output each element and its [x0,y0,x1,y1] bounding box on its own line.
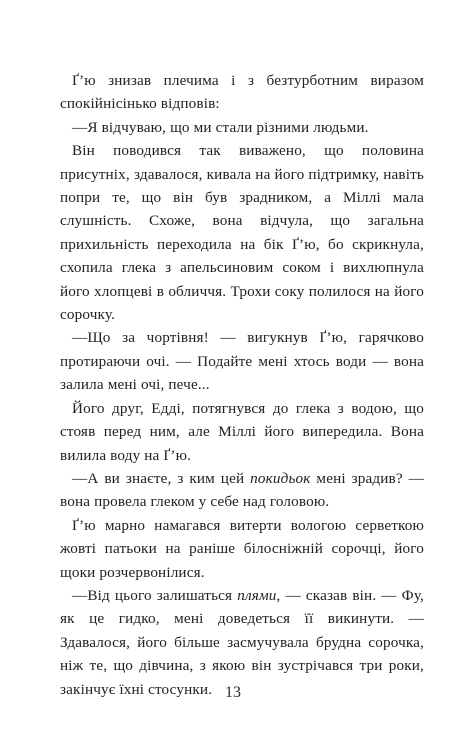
body-text [60,69,424,701]
paragraph: Ґ’ю марно намагався витерти вологою серветкою жовті патьоки на раніше білосніжній сорочці, його щоки розчервонілися. [60,516,424,581]
paragraph: Ґ’ю знизав плечима і з безтурботним виразом спокійнісінько відповів: [60,72,424,113]
paragraph: —Що за чортівня! — вигукнув Ґ’ю, гарячково протираючи очі. — Подайте мені хтось води — вона залила мені очі, пече... [60,329,424,394]
paragraph: Його друг, Едді, потягнувся до глека з водою, що стояв перед ним, але Міллі його випередила. Вона вилила воду на Ґ’ю. [60,399,424,464]
italic-word: плями [237,586,277,604]
paragraph: —Я відчуваю, що ми стали різними людьми. [72,118,369,136]
page-number: 13 [225,684,241,701]
paragraph: —А ви знаєте, з ким цей покидьок мені зрадив? — вона провела глеком у себе над головою. [60,469,424,511]
paragraph: —Від цього залишаться плями, — сказав він. — Фу, як це гидко, мені доведеться її викинути. — Здавалося, його більше засмучувала брудна сорочка, ніж те, що дівчина, з якою він зустрічався три роки, закінчує їхні стосунки. [60,586,424,698]
italic-word: покидьок [250,469,311,487]
paragraph: Він поводився так виважено, що половина присутніх, здавалося, кивала на його підтримку, навіть попри те, що він був зрадником, а Міллі мала слушність. Схоже, вона відчула, що загальна прихильність переходила на бік Ґ’ю, бо скрикнула, схопила глека з апельсиновим соком і вихлюпнула його хлопцеві в обличчя. Трохи соку полилося на його сорочку. [60,142,424,324]
